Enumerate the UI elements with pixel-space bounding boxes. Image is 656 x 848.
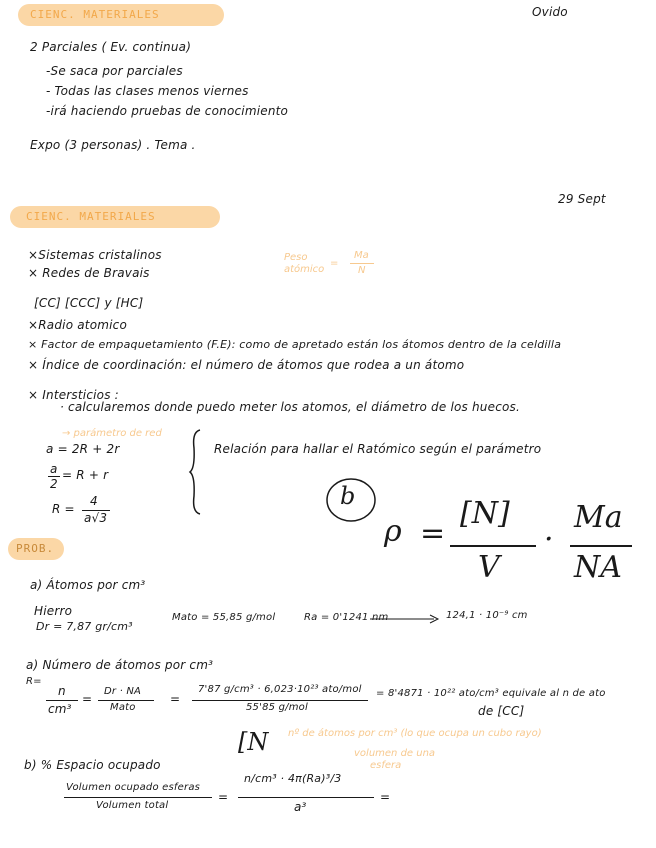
equation: a = 2R + 2r: [46, 442, 120, 456]
equals-sign: =: [82, 692, 93, 706]
dot-symbol: ·: [544, 522, 554, 557]
fraction-part: n: [58, 684, 66, 698]
text-line: -Se saca por parciales: [46, 64, 183, 78]
fraction-part: 55'85 g/mol: [246, 702, 308, 713]
fraction-part: cm³: [48, 702, 72, 716]
faint-note: N: [358, 265, 366, 276]
result-text: de [CC]: [478, 704, 525, 718]
faint-note: nº de átomos por cm³ (lo que ocupa un cubo rayo): [288, 728, 542, 739]
rho-symbol: ρ: [384, 514, 402, 549]
faint-note: esfera: [370, 760, 402, 771]
faint-note: Ma: [354, 250, 369, 261]
faint-note: Peso: [284, 252, 308, 263]
faint-note: → parámetro de red: [62, 428, 162, 439]
faint-fraction-line: [350, 263, 374, 264]
fraction-part: n/cm³ · 4π(Ra)³/3: [244, 772, 342, 785]
equation: a: [50, 462, 58, 476]
text-line: Expo (3 personas) . Tema .: [30, 138, 196, 152]
fraction-part: Dr · NA: [104, 686, 142, 697]
arrow-icon: [368, 614, 440, 624]
list-item: [CC] [CCC] y [HC]: [34, 296, 144, 310]
list-item: × Factor de empaquetamiento (F.E): como de apretado están los átomos dentro de la celdilla: [28, 338, 562, 351]
circle-letter: b: [340, 482, 356, 510]
section-title: CIENC. MATERIALES: [30, 8, 160, 21]
text-line: Dr = 7,87 gr/cm³: [36, 620, 133, 633]
text-line: Hierro: [34, 604, 73, 618]
equation: = R + r: [62, 468, 109, 482]
header-note: Ovido: [532, 5, 568, 19]
text-line: - Todas las clases menos viernes: [46, 84, 249, 98]
text-line: R=: [26, 676, 42, 687]
faint-note: atómico: [284, 264, 325, 275]
list-item: ×Radio atomico: [28, 318, 128, 332]
text-line: Mato = 55,85 g/mol: [172, 612, 276, 623]
list-item: × Redes de Bravais: [28, 266, 150, 280]
equals-sign: =: [170, 692, 181, 706]
result-text: = 8'4871 · 10²² ato/cm³ equivale al n de ato: [376, 688, 606, 699]
equation: R =: [52, 502, 75, 516]
fraction-part: Volumen total: [96, 800, 169, 811]
fraction-line: [570, 545, 632, 547]
formula-denominator: NA: [574, 550, 622, 585]
list-item: × Intersticios :: [28, 388, 119, 402]
brace-icon: [188, 428, 204, 516]
formula-denominator: V: [478, 550, 500, 585]
equals-sign: =: [218, 790, 229, 804]
problem-title: a) Número de átomos por cm³: [26, 658, 214, 672]
section-title: CIENC. MATERIALES: [26, 210, 156, 223]
fraction-line: [64, 797, 212, 798]
section-title: PROB.: [16, 542, 55, 555]
equals-sign: =: [380, 790, 391, 804]
equals-sign: =: [420, 516, 446, 551]
equation: 4: [90, 494, 98, 508]
equation: a√3: [84, 511, 108, 525]
brace-note: Relación para hallar el Ratómico según el parámetro: [214, 442, 542, 456]
fraction-part: Mato: [110, 702, 136, 713]
list-item: × Índice de coordinación: el número de átomos que rodea a un átomo: [28, 358, 465, 372]
formula-numerator: [N]: [460, 496, 510, 531]
fraction-part: Volumen ocupado esferas: [66, 782, 201, 793]
problem-title: a) Átomos por cm³: [30, 578, 146, 592]
equation: 2: [50, 477, 58, 491]
text-line: 124,1 · 10⁻⁹ cm: [446, 610, 528, 621]
faint-note: =: [330, 258, 339, 269]
fraction-line: [46, 700, 78, 701]
fraction-part: 7'87 g/cm³ · 6,023·10²³ ato/mol: [198, 684, 362, 695]
list-item: ×Sistemas cristalinos: [28, 248, 162, 262]
fraction-line: [98, 700, 154, 701]
fraction-line: [450, 545, 536, 547]
fraction-part: a³: [294, 800, 307, 814]
text-line: 2 Parciales ( Ev. continua): [30, 40, 192, 54]
date-note: 29 Sept: [558, 192, 606, 206]
faint-note: volumen de una: [354, 748, 436, 759]
text-line: Ra = 0'1241 nm: [304, 612, 389, 623]
problem-title: b) % Espacio ocupado: [24, 758, 161, 772]
formula-symbol: [N: [238, 728, 269, 756]
fraction-line: [238, 797, 374, 798]
fraction-line: [192, 700, 368, 701]
text-line: -irá haciendo pruebas de conocimiento: [46, 104, 289, 118]
formula-numerator: Ma: [574, 500, 623, 535]
list-item: · calcularemos donde puedo meter los atomos, el diámetro de los huecos.: [60, 400, 520, 414]
